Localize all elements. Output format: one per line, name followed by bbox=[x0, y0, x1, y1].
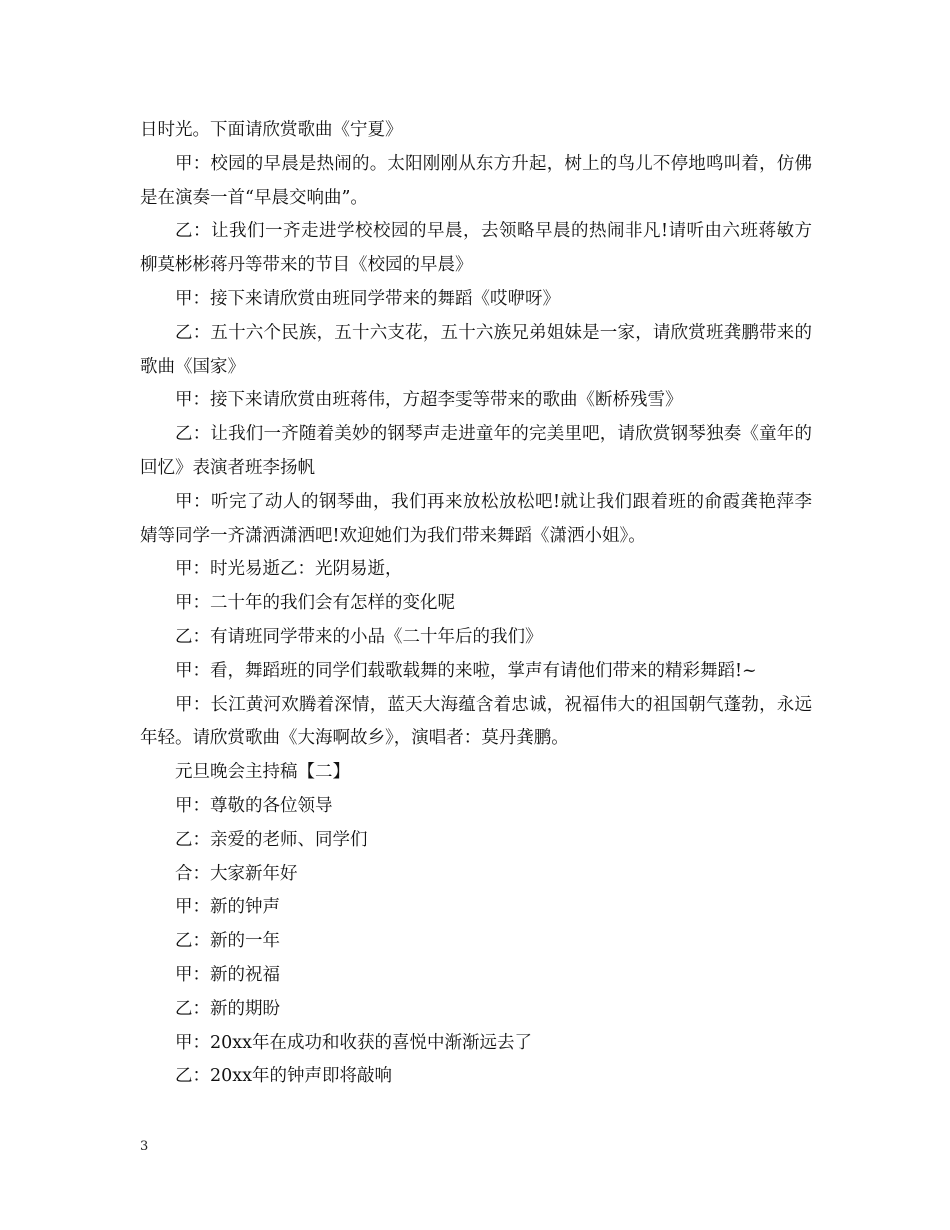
paragraph: 甲：长江黄河欢腾着深情，蓝天大海蕴含着忠诚，祝福伟大的祖国朝气蓬勃，永远年轻。请欣赏歌曲《大海啊故乡》，演唱者：莫丹龚鹏。 bbox=[140, 694, 812, 749]
paragraph: 乙：新的一年 bbox=[175, 931, 280, 952]
paragraph: 甲：时光易逝乙：光阴易逝， bbox=[175, 559, 403, 580]
paragraph: 甲：二十年的我们会有怎样的变化呢 bbox=[175, 593, 455, 614]
paragraph: 乙：亲爱的老师、同学们 bbox=[175, 829, 368, 850]
paragraph: 甲：20xx年在成功和收获的喜悦中渐渐远去了 bbox=[175, 1032, 533, 1053]
paragraph: 甲：新的钟声 bbox=[175, 897, 280, 918]
paragraph: 甲：接下来请欣赏由班同学带来的舞蹈《哎咿呀》 bbox=[175, 288, 560, 309]
paragraph: 乙：五十六个民族，五十六支花，五十六族兄弟姐妹是一家，请欣赏班龚鹏带来的歌曲《国家》 bbox=[140, 322, 812, 377]
paragraph: 合：大家新年好 bbox=[175, 863, 298, 884]
document-body bbox=[140, 114, 812, 1094]
paragraph: 甲：新的祝福 bbox=[175, 964, 280, 985]
paragraph: 甲：校园的早晨是热闹的。太阳刚刚从东方升起，树上的鸟儿不停地鸣叫着，仿佛是在演奏一首“早晨交响曲”。 bbox=[140, 153, 812, 208]
paragraph: 乙：20xx年的钟声即将敲响 bbox=[175, 1066, 393, 1087]
paragraph: 乙：让我们一齐走进学校校园的早晨，去领略早晨的热闹非凡!请听由六班蒋敏方柳莫彬彬蒋丹等带来的节目《校园的早晨》 bbox=[140, 221, 812, 276]
paragraph: 甲：看，舞蹈班的同学们载歌载舞的来啦，掌声有请他们带来的精彩舞蹈!~ bbox=[175, 660, 757, 681]
paragraph: 乙：让我们一齐随着美妙的钢琴声走进童年的完美里吧，请欣赏钢琴独奏《童年的回忆》表演者班李扬帆 bbox=[140, 424, 812, 478]
paragraph: 乙：新的期盼 bbox=[175, 998, 280, 1019]
paragraph: 甲：尊敬的各位领导 bbox=[175, 795, 333, 816]
page-number: 3 bbox=[140, 1139, 149, 1154]
paragraph: 甲：听完了动人的钢琴曲，我们再来放松放松吧!就让我们跟着班的俞霞龚艳萍李婧等同学一齐潇洒潇洒吧!欢迎她们为我们带来舞蹈《潇洒小姐》。 bbox=[140, 491, 812, 546]
paragraph: 甲：接下来请欣赏由班蒋伟，方超李雯等带来的歌曲《断桥残雪》 bbox=[175, 390, 683, 411]
paragraph: 日时光。下面请欣赏歌曲《宁夏》 bbox=[140, 120, 403, 140]
paragraph: 乙：有请班同学带来的小品《二十年后的我们》 bbox=[175, 626, 543, 647]
section-heading: 元旦晚会主持稿【二】 bbox=[175, 762, 350, 783]
